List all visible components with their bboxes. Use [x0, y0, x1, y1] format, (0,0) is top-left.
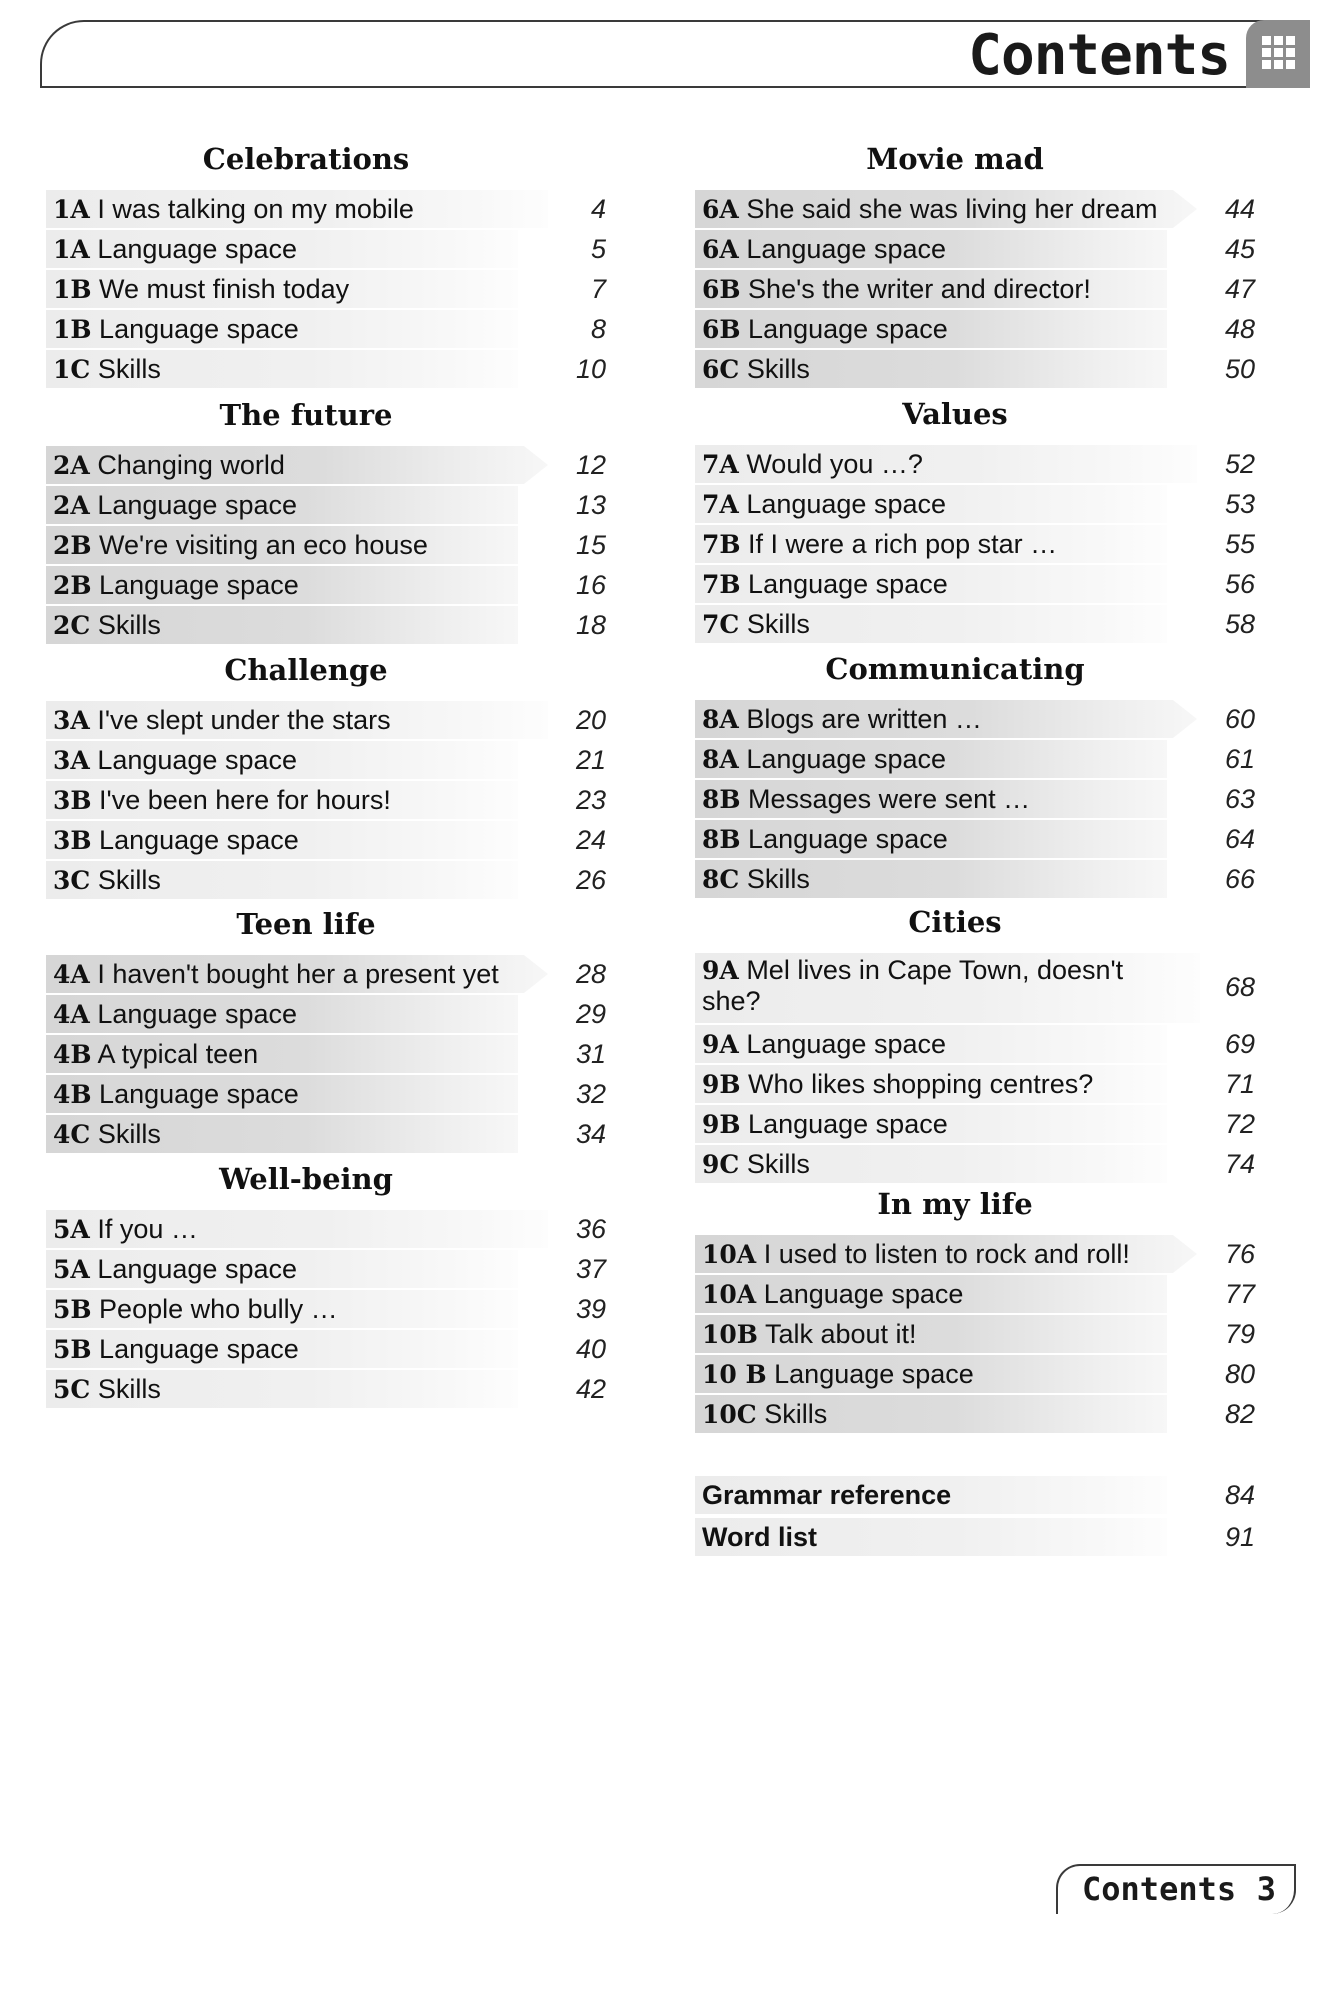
lesson-code: 4C: [53, 1120, 91, 1149]
lesson-title: Skills: [746, 1149, 810, 1179]
lesson-title: Language space: [746, 234, 946, 264]
lesson-code: 10A: [702, 1280, 757, 1309]
lesson-code: 2A: [53, 451, 90, 480]
entry-label: [53, 1115, 546, 1154]
lesson-title: I used to listen to rock and roll!: [763, 1239, 1130, 1269]
entry-label: [53, 1035, 546, 1074]
lesson-code: 7A: [702, 450, 739, 479]
contents-entry[interactable]: [695, 1065, 1255, 1103]
lesson-code: 9A: [702, 1030, 739, 1059]
page-number: 80: [1224, 1359, 1255, 1389]
page-number: 10: [575, 354, 606, 384]
lesson-title: I was talking on my mobile: [97, 194, 414, 224]
entry-label: [702, 525, 1195, 564]
lesson-title: Language space: [97, 234, 297, 264]
lesson-code: 6B: [702, 275, 741, 304]
lesson-code: 10 B: [702, 1360, 767, 1389]
contents-entry[interactable]: [46, 1330, 606, 1368]
page-number: 4: [590, 194, 606, 224]
lesson-code: 1A: [53, 235, 90, 264]
header-banner: [40, 20, 1310, 88]
lesson-code: 6A: [702, 235, 739, 264]
lesson-title: Language space: [763, 1279, 964, 1309]
entry-label: [702, 1395, 1195, 1434]
contents-entry[interactable]: [695, 700, 1255, 738]
lesson-title: Language space: [774, 1359, 974, 1389]
lesson-title: Blogs are written …: [746, 704, 982, 734]
lesson-title: Language space: [746, 744, 946, 774]
contents-entry[interactable]: [46, 1290, 606, 1328]
reference-entry[interactable]: [695, 1476, 1255, 1514]
lesson-title: Skills: [97, 610, 161, 640]
unit-title: In my life: [877, 1187, 1033, 1221]
page-number: 32: [575, 1079, 606, 1109]
lesson-title: People who bully …: [99, 1294, 338, 1324]
entry-label: [702, 350, 1195, 389]
lesson-code: 7C: [702, 610, 740, 639]
lesson-code: 3C: [53, 866, 91, 895]
lesson-code: 4B: [53, 1080, 92, 1109]
lesson-code: 8A: [702, 745, 739, 774]
entry-label: [53, 1210, 546, 1249]
lesson-title: Language space: [97, 745, 297, 775]
contents-entry[interactable]: [695, 1145, 1255, 1183]
contents-entry[interactable]: [695, 350, 1255, 388]
entry-label: [53, 701, 546, 740]
page-number: 52: [1224, 449, 1255, 479]
lesson-code: 8B: [702, 785, 741, 814]
lesson-title: Language space: [748, 569, 948, 599]
unit-title: Challenge: [224, 653, 388, 687]
page-number: 69: [1224, 1029, 1255, 1059]
contents-entry[interactable]: [695, 230, 1255, 268]
lesson-title: I haven't bought her a present yet: [97, 959, 499, 989]
contents-entry[interactable]: [46, 566, 606, 604]
lesson-code: 7A: [702, 490, 739, 519]
lesson-code: 6A: [702, 195, 739, 224]
contents-entry[interactable]: [695, 860, 1255, 898]
page-number: 7: [590, 274, 606, 304]
page-number: 29: [575, 999, 606, 1029]
lesson-code: 2B: [53, 571, 92, 600]
lesson-title: Language space: [746, 489, 946, 519]
lesson-code: 5A: [53, 1215, 90, 1244]
lesson-code: 5B: [53, 1295, 92, 1324]
lesson-title: Language space: [748, 1109, 948, 1139]
lesson-title: Talk about it!: [764, 1319, 917, 1349]
contents-entry[interactable]: [695, 445, 1255, 483]
page-number: 68: [1224, 972, 1255, 1002]
page-number: 39: [575, 1294, 606, 1324]
entry-label: [53, 1250, 546, 1289]
contents-entry[interactable]: [46, 701, 606, 739]
entry-label: [702, 955, 1145, 1016]
contents-entry[interactable]: [695, 310, 1255, 348]
lesson-title: Skills: [746, 354, 810, 384]
lesson-code: 3B: [53, 786, 92, 815]
lesson-title: Language space: [748, 824, 948, 854]
entry-label: [702, 1275, 1195, 1314]
contents-entry[interactable]: [695, 1355, 1255, 1393]
page-number: 20: [575, 705, 606, 735]
contents-entry[interactable]: [695, 485, 1255, 523]
page-number: 40: [575, 1334, 606, 1364]
lesson-title: Skills: [97, 1119, 161, 1149]
grid-icon: [1246, 20, 1310, 88]
entry-label: [53, 741, 546, 780]
page-number: 61: [1224, 744, 1255, 774]
page-title: Contents: [968, 23, 1230, 88]
unit-title: Communicating: [825, 652, 1085, 686]
page-number: 79: [1224, 1319, 1255, 1349]
entry-label: [53, 566, 546, 605]
entry-label: [53, 446, 546, 485]
contents-entry[interactable]: [695, 1235, 1255, 1273]
lesson-code: 5C: [53, 1375, 91, 1404]
page-number: 12: [575, 450, 606, 480]
lesson-title: Skills: [764, 1399, 828, 1429]
entry-label: [53, 486, 546, 525]
lesson-code: 8C: [702, 865, 740, 894]
lesson-title: Skills: [97, 1374, 161, 1404]
entry-label: [702, 605, 1195, 644]
contents-entry[interactable]: [46, 1210, 606, 1248]
lesson-code: 7B: [702, 530, 741, 559]
lesson-code: 6B: [702, 315, 741, 344]
page-number: 66: [1224, 864, 1255, 894]
lesson-code: 1A: [53, 195, 90, 224]
lesson-title: Changing world: [97, 450, 285, 480]
entry-label: [53, 861, 546, 900]
lesson-code: 2A: [53, 491, 90, 520]
lesson-code: 4A: [53, 960, 90, 989]
entry-label: [702, 860, 1195, 899]
page-number: 18: [575, 610, 606, 640]
page-number: 63: [1224, 784, 1255, 814]
contents-entry[interactable]: [695, 190, 1255, 228]
page-number: 82: [1224, 1399, 1255, 1429]
lesson-title: If you …: [97, 1214, 198, 1244]
entry-label: [702, 1025, 1195, 1064]
reference-entry[interactable]: [695, 1518, 1255, 1556]
contents-entry[interactable]: [46, 1370, 606, 1408]
page-number: 28: [575, 959, 606, 989]
contents-entry[interactable]: [46, 781, 606, 819]
contents-entry[interactable]: [46, 270, 606, 308]
entry-label: [702, 485, 1195, 524]
lesson-code: 4B: [53, 1040, 92, 1069]
entry-label: [53, 230, 546, 269]
footer-tab: [1056, 1864, 1296, 1914]
lesson-code: 10C: [702, 1400, 757, 1429]
contents-entry[interactable]: [695, 1395, 1255, 1433]
lesson-code: 1B: [53, 275, 92, 304]
entry-label: [702, 700, 1195, 739]
contents-entry[interactable]: [46, 1075, 606, 1113]
entry-label: [702, 310, 1195, 349]
lesson-code: 3A: [53, 746, 90, 775]
lesson-title: Skills: [97, 865, 161, 895]
page-number: 16: [575, 570, 606, 600]
unit-title: Movie mad: [866, 142, 1044, 176]
unit-title: Well-being: [219, 1162, 393, 1196]
unit-title: The future: [219, 398, 393, 432]
contents-entry[interactable]: [46, 606, 606, 644]
unit-title: Celebrations: [202, 142, 410, 176]
page-number: 76: [1224, 1239, 1255, 1269]
lesson-title: We're visiting an eco house: [99, 530, 428, 560]
lesson-title: Language space: [746, 1029, 946, 1059]
page-number: 24: [575, 825, 606, 855]
entry-label: [702, 740, 1195, 779]
page-number: 53: [1224, 489, 1255, 519]
entry-label: [53, 781, 546, 820]
page-number: 77: [1224, 1279, 1255, 1309]
lesson-code: 9B: [702, 1070, 741, 1099]
lesson-title: Language space: [99, 825, 299, 855]
lesson-title: Skills: [97, 354, 161, 384]
page-number: 64: [1224, 824, 1255, 854]
page-number: 26: [575, 865, 606, 895]
entry-label: [53, 606, 546, 645]
page-number: 72: [1224, 1109, 1255, 1139]
contents-entry[interactable]: [695, 953, 1255, 1023]
lesson-code: 1B: [53, 315, 92, 344]
lesson-code: 10A: [702, 1240, 757, 1269]
contents-entry[interactable]: [695, 525, 1255, 563]
page-number: 37: [575, 1254, 606, 1284]
page-number: 13: [575, 490, 606, 520]
entry-label: [53, 1075, 546, 1114]
lesson-code: 6C: [702, 355, 740, 384]
lesson-code: 10B: [702, 1320, 758, 1349]
entry-label: [702, 1235, 1195, 1274]
lesson-title: I've slept under the stars: [97, 705, 391, 735]
contents-entry[interactable]: [695, 1025, 1255, 1063]
entry-label: [702, 1355, 1195, 1394]
page-number: 42: [575, 1374, 606, 1404]
reference-label: Grammar reference: [702, 1480, 952, 1510]
contents-entry[interactable]: [695, 1105, 1255, 1143]
entry-label: [53, 190, 546, 229]
lesson-code: 9C: [702, 1150, 740, 1179]
contents-entry[interactable]: [46, 230, 606, 268]
entry-label: [53, 1290, 546, 1329]
entry-label: [702, 445, 1195, 484]
contents-entry[interactable]: [695, 565, 1255, 603]
unit-title: Cities: [908, 905, 1002, 939]
lesson-title: We must finish today: [99, 274, 350, 304]
entry-label: [53, 526, 546, 565]
lesson-code: 9A: [702, 956, 739, 985]
entry-label: [702, 1105, 1195, 1144]
contents-entry[interactable]: [46, 446, 606, 484]
lesson-code: 2C: [53, 611, 91, 640]
page-number: 74: [1224, 1149, 1255, 1179]
page-number: 8: [590, 314, 606, 344]
page-number: 21: [575, 745, 606, 775]
lesson-title: She's the writer and director!: [748, 274, 1091, 304]
contents-entry[interactable]: [46, 1035, 606, 1073]
unit-title: Teen life: [236, 907, 376, 941]
lesson-title: A typical teen: [97, 1039, 259, 1069]
entry-label: [702, 230, 1195, 269]
page-number: 45: [1224, 234, 1255, 264]
contents-entry[interactable]: [46, 1250, 606, 1288]
contents-entry[interactable]: [46, 310, 606, 348]
page-number: 60: [1224, 704, 1255, 734]
reference-label: Word list: [702, 1522, 818, 1552]
entry-label: [53, 1370, 546, 1409]
entry-label: [702, 565, 1195, 604]
contents-entry[interactable]: [695, 270, 1255, 308]
lesson-code: 1C: [53, 355, 91, 384]
lesson-code: 9B: [702, 1110, 741, 1139]
page-number: 47: [1224, 274, 1255, 304]
lesson-title: Language space: [97, 490, 297, 520]
page-number: 15: [575, 530, 606, 560]
page-number: 5: [590, 234, 606, 264]
contents-entry[interactable]: [46, 741, 606, 779]
lesson-title: Would you …?: [746, 449, 923, 479]
contents-entry[interactable]: [46, 955, 606, 993]
contents-entry[interactable]: [46, 995, 606, 1033]
entry-label: [702, 190, 1195, 229]
entry-label: [702, 820, 1195, 859]
contents-entry[interactable]: [46, 190, 606, 228]
page-number: 31: [575, 1039, 606, 1069]
page-number: 55: [1224, 529, 1255, 559]
lesson-title: Skills: [746, 864, 810, 894]
contents-entry[interactable]: [695, 740, 1255, 778]
page-number: 48: [1224, 314, 1255, 344]
entry-label: [53, 1330, 546, 1369]
lesson-title: She said she was living her dream: [746, 194, 1158, 224]
contents-entry[interactable]: [46, 350, 606, 388]
lesson-code: 5B: [53, 1335, 92, 1364]
lesson-title: Messages were sent …: [748, 784, 1031, 814]
entry-label: [53, 955, 546, 994]
lesson-code: 3B: [53, 826, 92, 855]
lesson-title: Language space: [748, 314, 948, 344]
lesson-title: If I were a rich pop star …: [748, 529, 1058, 559]
contents-entry[interactable]: [695, 780, 1255, 818]
lesson-title: I've been here for hours!: [99, 785, 391, 815]
lesson-code: 8A: [702, 705, 739, 734]
page-number: 36: [575, 1214, 606, 1244]
page-number: 71: [1224, 1069, 1255, 1099]
lesson-title: Who likes shopping centres?: [748, 1069, 1094, 1099]
page-number: 91: [1224, 1522, 1255, 1552]
contents-entry[interactable]: [46, 1115, 606, 1153]
lesson-code: 2B: [53, 531, 92, 560]
lesson-title: Language space: [99, 570, 299, 600]
contents-entry[interactable]: [695, 605, 1255, 643]
entry-label: [53, 350, 546, 389]
lesson-code: 5A: [53, 1255, 90, 1284]
entry-label: [53, 310, 546, 349]
footer-label: Contents: [1082, 1870, 1237, 1908]
contents-entry[interactable]: [46, 526, 606, 564]
entry-label: [53, 821, 546, 860]
page-number: 58: [1224, 609, 1255, 639]
entry-label: [702, 1315, 1195, 1354]
page-number: 34: [575, 1119, 606, 1149]
lesson-code: 7B: [702, 570, 741, 599]
lesson-title: Language space: [99, 314, 299, 344]
lesson-title: Language space: [97, 1254, 297, 1284]
lesson-title: Language space: [99, 1334, 299, 1364]
page-number: 44: [1224, 194, 1255, 224]
entry-label: [702, 270, 1195, 309]
page-number: 56: [1224, 569, 1255, 599]
entry-label: [702, 1145, 1195, 1184]
page-number: 84: [1224, 1480, 1255, 1510]
contents-entry[interactable]: [46, 861, 606, 899]
contents-entry[interactable]: [695, 1275, 1255, 1313]
page-number: 3: [1256, 1870, 1276, 1908]
lesson-code: 4A: [53, 1000, 90, 1029]
contents-entry[interactable]: [695, 820, 1255, 858]
contents-entry[interactable]: [46, 821, 606, 859]
contents-entry[interactable]: [695, 1315, 1255, 1353]
page-number: 23: [575, 785, 606, 815]
lesson-code: 3A: [53, 706, 90, 735]
entry-label: [53, 995, 546, 1034]
entry-label: [702, 780, 1195, 819]
lesson-title: Mel lives in Cape Town, doesn't she?: [702, 955, 1124, 1016]
page-number: 50: [1224, 354, 1255, 384]
entry-label: [702, 1065, 1195, 1104]
lesson-code: 8B: [702, 825, 741, 854]
entry-label: [53, 270, 546, 309]
lesson-title: Skills: [746, 609, 810, 639]
contents-entry[interactable]: [46, 486, 606, 524]
unit-title: Values: [902, 397, 1008, 431]
lesson-title: Language space: [97, 999, 297, 1029]
lesson-title: Language space: [99, 1079, 299, 1109]
